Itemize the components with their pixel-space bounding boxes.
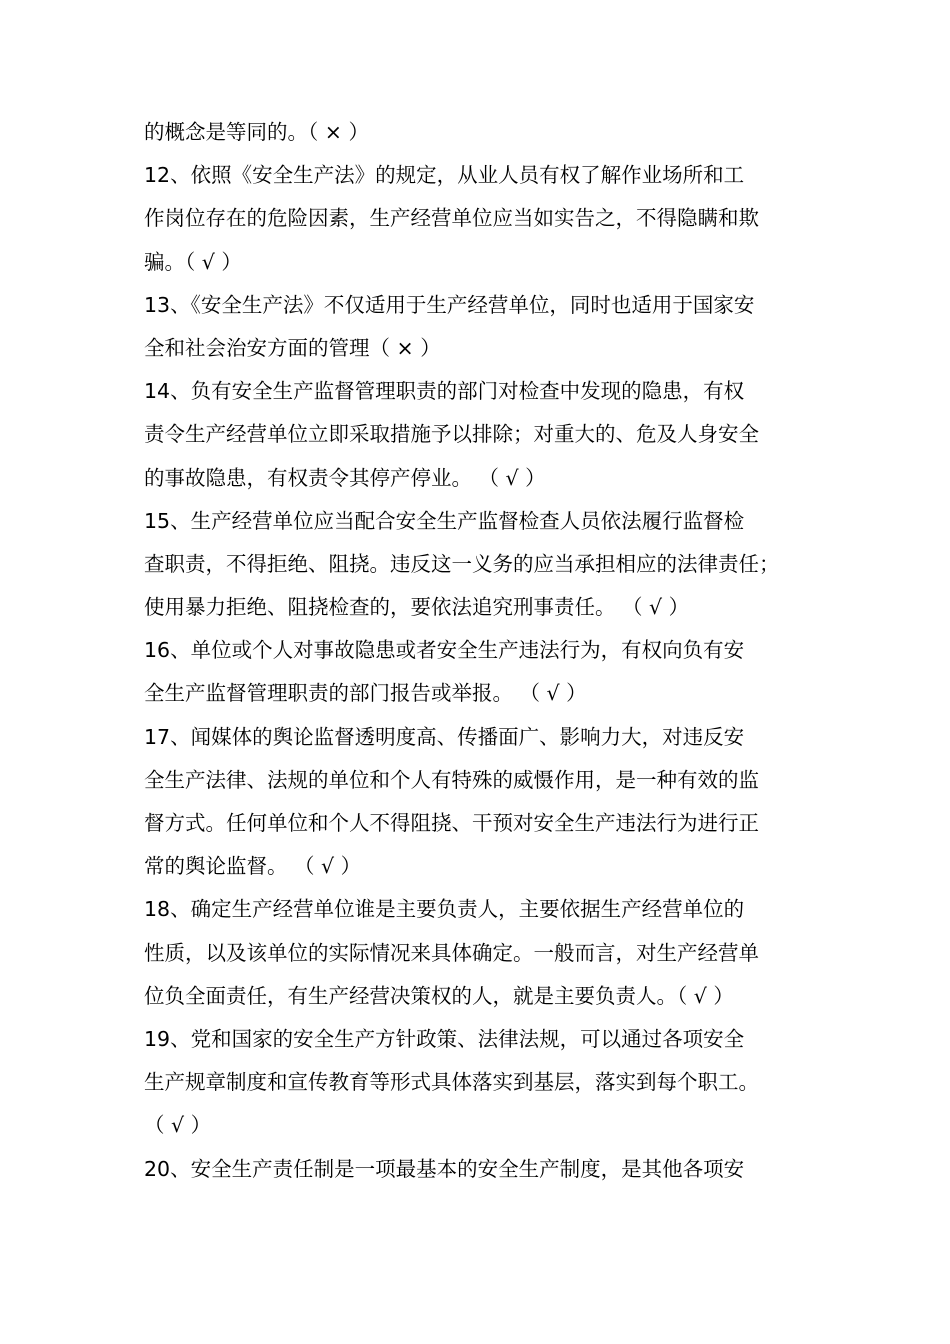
text-line: 责令生产经营单位立即采取措施予以排除；对重大的、危及人身安全 — [144, 422, 759, 447]
text-line: 常的舆论监督。 （ √ ） — [144, 854, 362, 879]
text-line: 17、闻媒体的舆论监督透明度高、传播面广、影响力大，对违反安 — [144, 724, 745, 749]
text-line: 的事故隐患，有权责令其停产停业。 （ √ ） — [144, 465, 546, 490]
text-line: 督方式。任何单位和个人不得阻挠、干预对安全生产违法行为进行正 — [144, 811, 759, 835]
text-line: 骗。（ √ ） — [144, 249, 242, 274]
text-line: 查职责，不得拒绝、阻挠。违反这一义务的应当承担相应的法律责任； — [144, 551, 780, 576]
text-line: 13、《安全生产法》不仅适用于生产经营单位，同时也适用于国家安 — [144, 292, 755, 317]
text-line: 使用暴力拒绝、阻挠检查的，要依法追究刑事责任。 （ √ ） — [144, 595, 690, 620]
text-line: 19、党和国家的安全生产方针政策、法律法规，可以通过各项安全 — [144, 1026, 745, 1051]
text-line: 作岗位存在的危险因素，生产经营单位应当如实告之，不得隐瞒和欺 — [144, 206, 759, 231]
text-line: 12、依照《安全生产法》的规定，从业人员有权了解作业场所和工 — [144, 163, 745, 188]
text-line: 性质，以及该单位的实际情况来具体确定。一般而言，对生产经营单 — [144, 940, 759, 965]
text-line: 14、负有安全生产监督管理职责的部门对检查中发现的隐患，有权 — [144, 379, 745, 404]
text-line: 全和社会治安方面的管理（ × ） — [144, 335, 441, 360]
text-line: 18、确定生产经营单位谁是主要负责人，主要依据生产经营单位的 — [144, 897, 745, 922]
document-body — [144, 111, 824, 1191]
text-line: （ √ ） — [144, 1113, 212, 1138]
text-line: 15、生产经营单位应当配合安全生产监督检查人员依法履行监督检 — [144, 508, 745, 533]
text-line: 20、安全生产责任制是一项最基本的安全生产制度，是其他各项安 — [144, 1156, 745, 1181]
text-line: 全生产法律、法规的单位和个人有特殊的威慑作用，是一种有效的监 — [144, 767, 759, 792]
text-line: 的概念是等同的。（ × ） — [144, 120, 369, 144]
text-line: 16、单位或个人对事故隐患或者安全生产违法行为，有权向负有安 — [144, 638, 745, 663]
text-line: 全生产监督管理职责的部门报告或举报。 （ √ ） — [144, 681, 587, 706]
text-line: 位负全面责任，有生产经营决策权的人，就是主要负责人。（ √ ） — [144, 983, 734, 1008]
text-line: 生产规章制度和宣传教育等形式具体落实到基层，落实到每个职工。 — [144, 1070, 759, 1095]
